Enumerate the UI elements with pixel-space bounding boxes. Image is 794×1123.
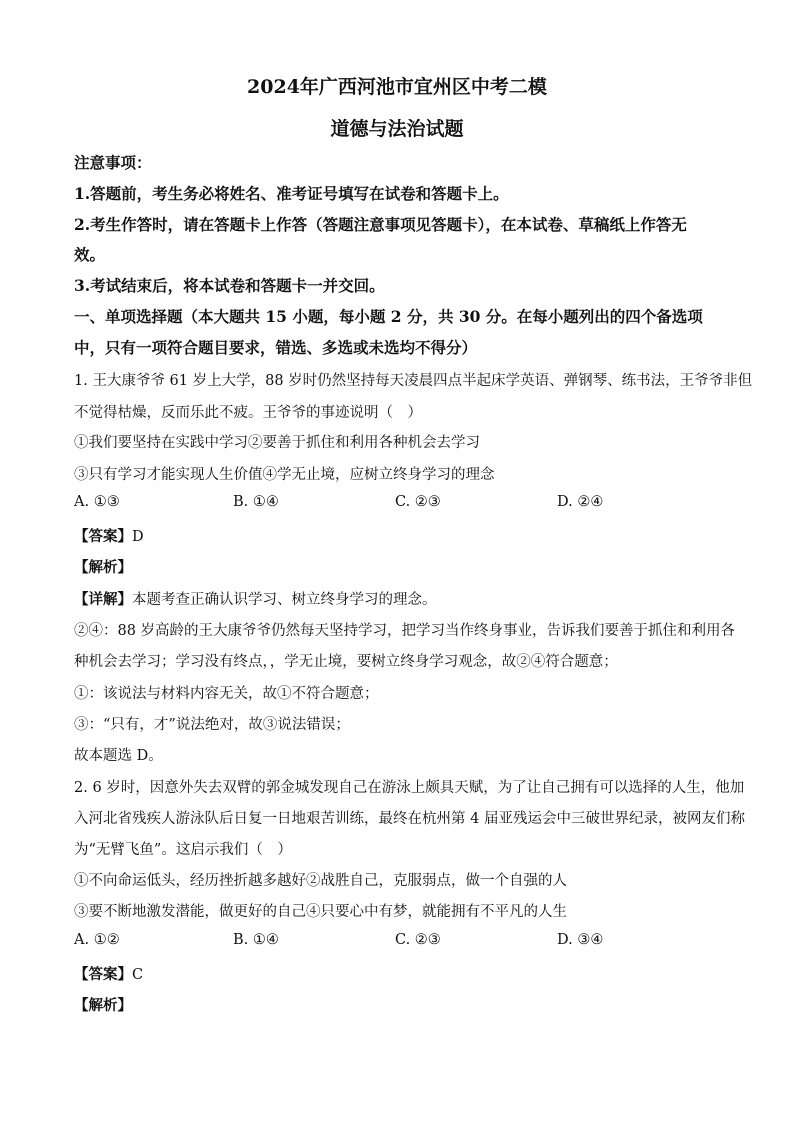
page-subtitle: 道德与法治试题: [330, 118, 464, 140]
q1-analysis-tag: 【解析】: [74, 559, 132, 576]
section-heading: 一、单项选择题（本大题共 15 小题，每小题 2 分，共 30 分。在每小题列出的四个备选项: [74, 307, 703, 326]
note-item-2: 2.考生作答时，请在答题卡上作答（答题注意事项见答题卡），在本试卷、草稿纸上作答无: [74, 215, 687, 234]
note-item-1: 1.答题前，考生务必将姓名、准考证号填写在试卷和答题卡上。: [74, 184, 509, 203]
q1-stem-line1: 1. 王大康爷爷 61 岁上大学，88 岁时仍然坚持每天凌晨四点半起床学英语、弹钢琴、练书法，王爷爷非但: [74, 373, 753, 389]
page-title: 2024年广西河池市宜州区中考二模: [247, 76, 547, 98]
section-heading-cont: 中，只有一项符合题目要求，错选、多选或未选均不得分）: [74, 338, 478, 357]
q2-stem-line1: 2. 6 岁时，因意外失去双臂的郭金城发现自己在游泳上颇具天赋，为了让自己拥有可以选择的人生，他加: [74, 780, 745, 796]
q1-statement-2: ③只有学习才能实现人生价值④学无止境，应树立终身学习的理念: [74, 467, 495, 483]
q2-stem-line2: 入河北省残疾人游泳队后日复一日地艰苦训练，最终在杭州第 4 届亚残运会中三破世界纪录，被网友们称: [74, 811, 745, 827]
notes-heading: 注意事项：: [74, 153, 152, 172]
q1-answer: [74, 525, 144, 546]
answer-tag: 【答案】: [74, 966, 132, 983]
q2-statement-1: ①不向命运低头，经历挫折越多越好②战胜自己，克服弱点，做一个自强的人: [74, 873, 567, 889]
answer-value: C: [132, 967, 144, 983]
q1-option-a: A. ①③: [74, 494, 120, 510]
q2-analysis-tag: 【解析】: [74, 997, 132, 1014]
q1-statement-1: ①我们要坚持在实践中学习②要善于抓住和利用各种机会去学习: [74, 435, 480, 451]
q2-option-d: D. ③④: [557, 932, 604, 948]
q1-conclusion: 故本题选 D。: [74, 748, 163, 764]
detail-tag: 【详解】: [74, 591, 132, 608]
q1-detail: [74, 588, 437, 609]
q1-explain-2: 种机会去学习；学习没有终点，，学无止境，要树立终身学习观念，故②④符合题意；: [74, 654, 618, 670]
q2-answer: [74, 963, 143, 984]
q1-option-c: C. ②③: [395, 494, 441, 510]
note-item-2-cont: 效。: [74, 245, 106, 264]
q1-explain-4: ③：“只有，才”说法绝对，故③说法错误；: [74, 717, 350, 733]
q2-stem-line3: 为“无臂飞鱼”。这启示我们（ ）: [74, 842, 292, 858]
answer-tag: 【答案】: [74, 528, 132, 545]
note-item-3: 3.考试结束后，将本试卷和答题卡一并交回。: [74, 276, 385, 295]
q1-option-b: B. ①④: [233, 494, 279, 510]
q2-statement-2: ③要不断地激发潜能，做更好的自己④只要心中有梦，就能拥有不平凡的人生: [74, 904, 567, 920]
q2-option-c: C. ②③: [395, 932, 441, 948]
q2-option-b: B. ①④: [233, 932, 279, 948]
q1-stem-line2: 不觉得枯燥，反而乐此不疲。王爷爷的事迹说明（ ）: [74, 405, 422, 421]
q2-option-a: A. ①②: [74, 932, 120, 948]
q1-explain-1: ②④：88 岁高龄的王大康爷爷仍然每天坚持学习，把学习当作终身事业，告诉我们要善于抓住和利用各: [74, 623, 736, 639]
q1-explain-3: ①：该说法与材料内容无关，故①不符合题意；: [74, 686, 379, 702]
answer-value: D: [132, 529, 144, 545]
detail-text: 本题考查正确认识学习、树立终身学习的理念。: [132, 592, 437, 608]
q1-option-d: D. ②④: [557, 494, 604, 510]
